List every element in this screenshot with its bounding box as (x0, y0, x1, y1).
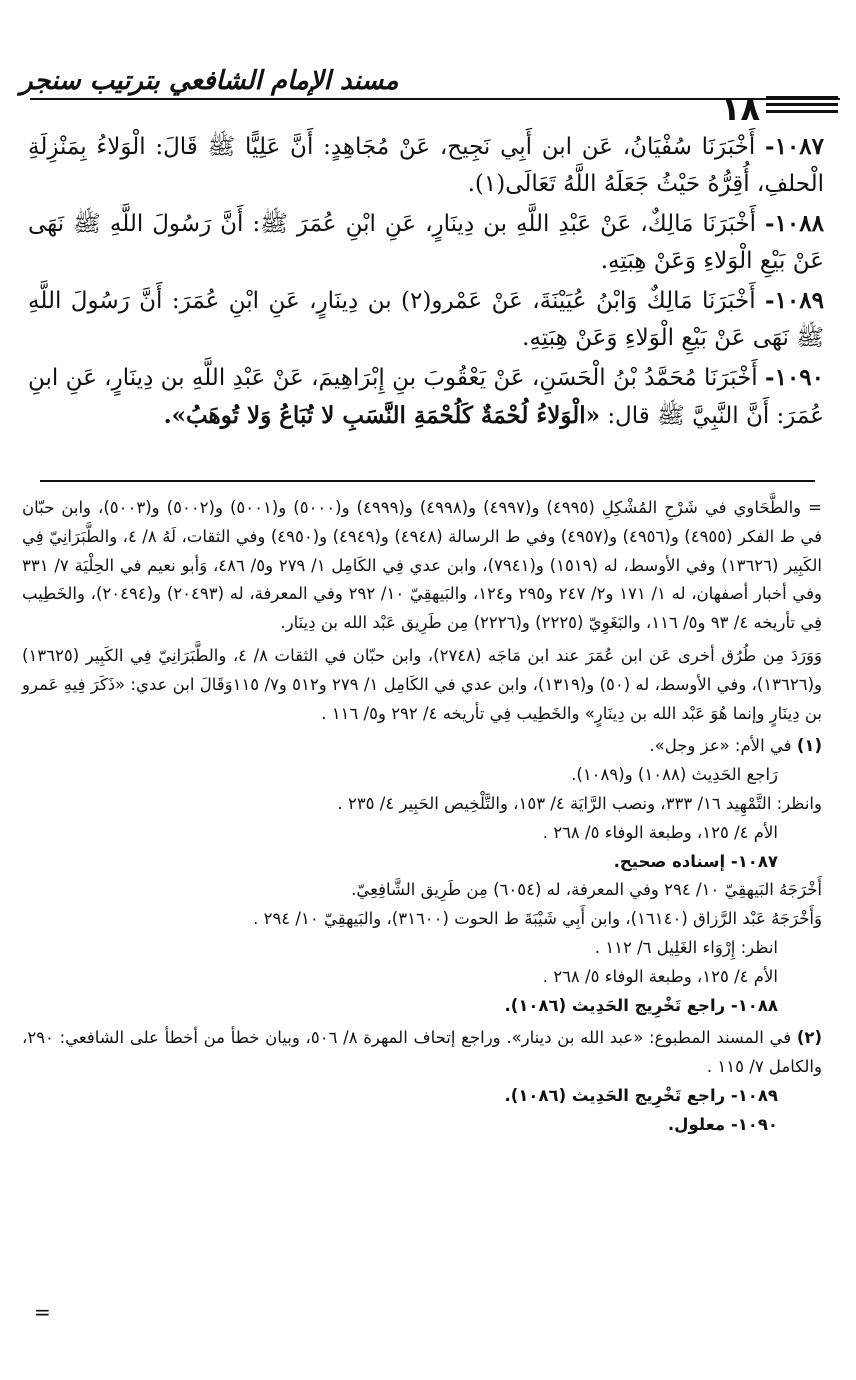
page-continuation-mark: = (34, 1300, 51, 1324)
footnote-separator (40, 480, 815, 482)
hadith-text-body (28, 128, 824, 437)
hadith-text: أَخْبَرَنَا سُفْيَانُ، عَن ابن أَبِي نَجِيح، عَنْ مُجَاهِدٍ: أَنَّ عَلِيًّا ﷺ قَالَ: الْوَلاءُ بِمَنْزِلَةِ الْحلفِ، أُقِرُّهُ حَيْثُ جَعَلَهُ اللَّهُ تَعَالَى(١). (28, 134, 824, 197)
hadith-number: ١٠٨٨- (765, 210, 824, 237)
hadith-number: ١٠٨٩- (765, 287, 824, 314)
footnote-line: ١٠٨٧- إسناده صحيح. (613, 851, 778, 871)
footnote-1 (22, 732, 822, 761)
footnote-line: رَاجع الحَدِيث (١٠٨٨) و(١٠٨٩). (571, 765, 778, 785)
footnote-2 (22, 1024, 822, 1082)
hadith-text: أَخْبَرَنَا مَالِكٌ وَابْنُ عُيَيْنَةَ، عَنْ عَمْرو(٢) بن دِينَارٍ، عَنِ ابْنِ عُمَرَ: أَنَّ رَسُولَ اللَّهِ ﷺ نَهَى عَنْ بَيْعِ الْوَلاءِ وَعَنْ هِبَتِهِ. (28, 288, 824, 351)
footnote-line: ١٠٨٩- راجع تَخْرِيج الحَدِيث (١٠٨٦). (504, 1085, 778, 1105)
hadith-number: ١٠٨٧- (765, 133, 824, 160)
footnote-line: الأم ٤/ ١٢٥، وطبعة الوفاء ٥/ ٢٦٨ . (542, 822, 778, 842)
footnote-continuation: = والطَّحَاوي في شَرْحِ المُشْكِلِ (٤٩٩٥) و(٤٩٩٧) و(٤٩٩٨) و(٤٩٩٩) و(٥٠٠٠) و(٥٠٠١) و(٥٠٠٢) و(٥٠٠٣)، وابن حبّان في ط الفكر (٤٩٥٥) و(٤٩٥٦) و(٤٩٥٧) وفي ط الرسالة (٤٩٤٨) و(٤٩٤٩) و(٤٩٥٠) وفي الثقات، لَهُ ٨/ ٤، والطَّبَرَانِيّ فِي الكَبِير (١٣٦٢٦) وفي الأوسط، له (١٥١٩) و(٧٩٤١)، وابن عدي فِي الكَامِل ١/ ٢٧٩ و٥/ ٤٨٦، وَأبو نعيم في الحِلْيَة ٧/ ٣٣١ وفي أخبار أصفهان، له ١/ ١٧١ و٢/ ٢٤٧ و٢٩٥ و١٢٤، والبَيهقِيّ ١٠/ ٢٩٢ وفي المعرفة، له (٢٠٤٩٣) و(٢٠٤٩٤)، والخَطِيب فِي تأريخه ٤/ ٩٣ و٥/ ١١٦، والبَغَوِيّ (٢٢٢٥) و(٢٢٢٦) مِن طَرِيق عَبْد الله بن دِينَار. (22, 498, 823, 633)
decorative-line (766, 96, 838, 99)
footnote-continuation: وَوَرَدَ مِن طُرُق أخرى عَن ابن عُمَرَ عند ابن مَاجَه (٢٧٤٨)، وابن حبّان في الثقات ٨/ ٤، والطَّبَرَانِيّ فِي الكَبِير (١٣٦٢٥) و(١٣٦٢٦)، وفي الأوسط، له (٥٠) و(١٣١٩)، وابن عدي في الكَامِل ١/ ٢٧٩ و٥١٢ و٧/ ١١٥وَقَالَ ابن عدي: «ذَكَرَ فِيهِ عَمرو بن دِينَارٍ وإنما هُوَ عَبْد الله بن دِينَارٍ» والخَطِيب فِي تأريخه ٤/ ٢٩٢ و٥/ ١١٦ . (22, 645, 822, 723)
hadith-1088 (28, 205, 824, 280)
footnote-line: ١٠٨٨- راجع تَخْرِيج الحَدِيث (١٠٨٦). (504, 995, 778, 1015)
hadith-number: ١٠٩٠- (765, 364, 824, 391)
footnote-marker: (٢) (796, 1028, 822, 1048)
hadith-1087 (28, 128, 824, 203)
footnote-line: وَأَخْرَجَهُ عَبْد الرَّزاق (١٦١٤٠)، وابن أَبِي شَيْبَةَ ط الحوت (٣١٦٠٠)، والبَيهقِيّ ١٠/ ٢٩٤ . (253, 909, 822, 929)
header-rule (30, 98, 840, 100)
footnote-line: انظر: إِرْوَاء الغَلِيل ٦/ ١١٢ . (594, 937, 778, 957)
hadith-1090 (28, 359, 824, 435)
footnote-line: في المسند المطبوع: «عبد الله بن دينار». وراجع إتحاف المهرة ٨/ ٥٠٦، وبيان خطأ من أخطأ على الشافعي: ٢٩٠، والكامل ٧/ ١١٥ . (22, 1028, 822, 1077)
hadith-1089 (28, 282, 824, 357)
hadith-text: أَخْبَرَنَا مُحَمَّدُ بْنُ الْحَسَنِ، عَنْ يَعْقُوبَ بنِ إِبْرَاهِيمَ، عَنْ عَبْدِ اللَّهِ بن دِينَارٍ، عَنِ ابنِ عُمَرَ: أَنَّ النَّبِيَّ ﷺ قال: (28, 365, 824, 429)
footnote-line: وانظر: التَّمْهِيد ١٦/ ٣٣٣، ونصب الرَّايَة ٤/ ١٥٣، والتَّلْخِيص الحَبِير ٤/ ٢٣٥ . (337, 793, 822, 813)
hadith-text: أَخْبَرَنَا مَالِكٌ، عَنْ عَبْدِ اللَّهِ بن دِينَارٍ، عَنِ ابْنِ عُمَرَ ﷺ: أَنَّ رَسُولَ اللَّهِ ﷺ نَهَى عَنْ بَيْعِ الْوَلاءِ وَعَنْ هِبَتِهِ. (28, 211, 824, 274)
decorative-line (766, 110, 838, 113)
footnote-line: الأم ٤/ ١٢٥، وطبعة الوفاء ٥/ ٢٦٨ . (542, 966, 778, 986)
decorative-line (766, 103, 838, 106)
footnote-line: في الأم: «عز وجل». (649, 736, 792, 756)
footnote-line: ١٠٩٠- معلول. (667, 1114, 778, 1134)
page-number: ١٨ (720, 90, 760, 128)
hadith-quote: «الْوَلاءُ لُحْمَةٌ كَلُحْمَةِ النَّسَبِ لا تُبَاعُ وَلا تُوهَبُ». (163, 402, 600, 429)
footnote-marker: (١) (796, 736, 822, 756)
footnote-line: أَخْرَجَهُ البَيهقِيّ ١٠/ ٢٩٤ وفي المعرفة، له (٦٠٥٤) مِن طَرِيق الشَّافِعِيّ. (351, 880, 822, 900)
running-header-title: مسند الإمام الشافعي بترتيب سنجر (20, 66, 399, 96)
footnotes (22, 494, 822, 1140)
